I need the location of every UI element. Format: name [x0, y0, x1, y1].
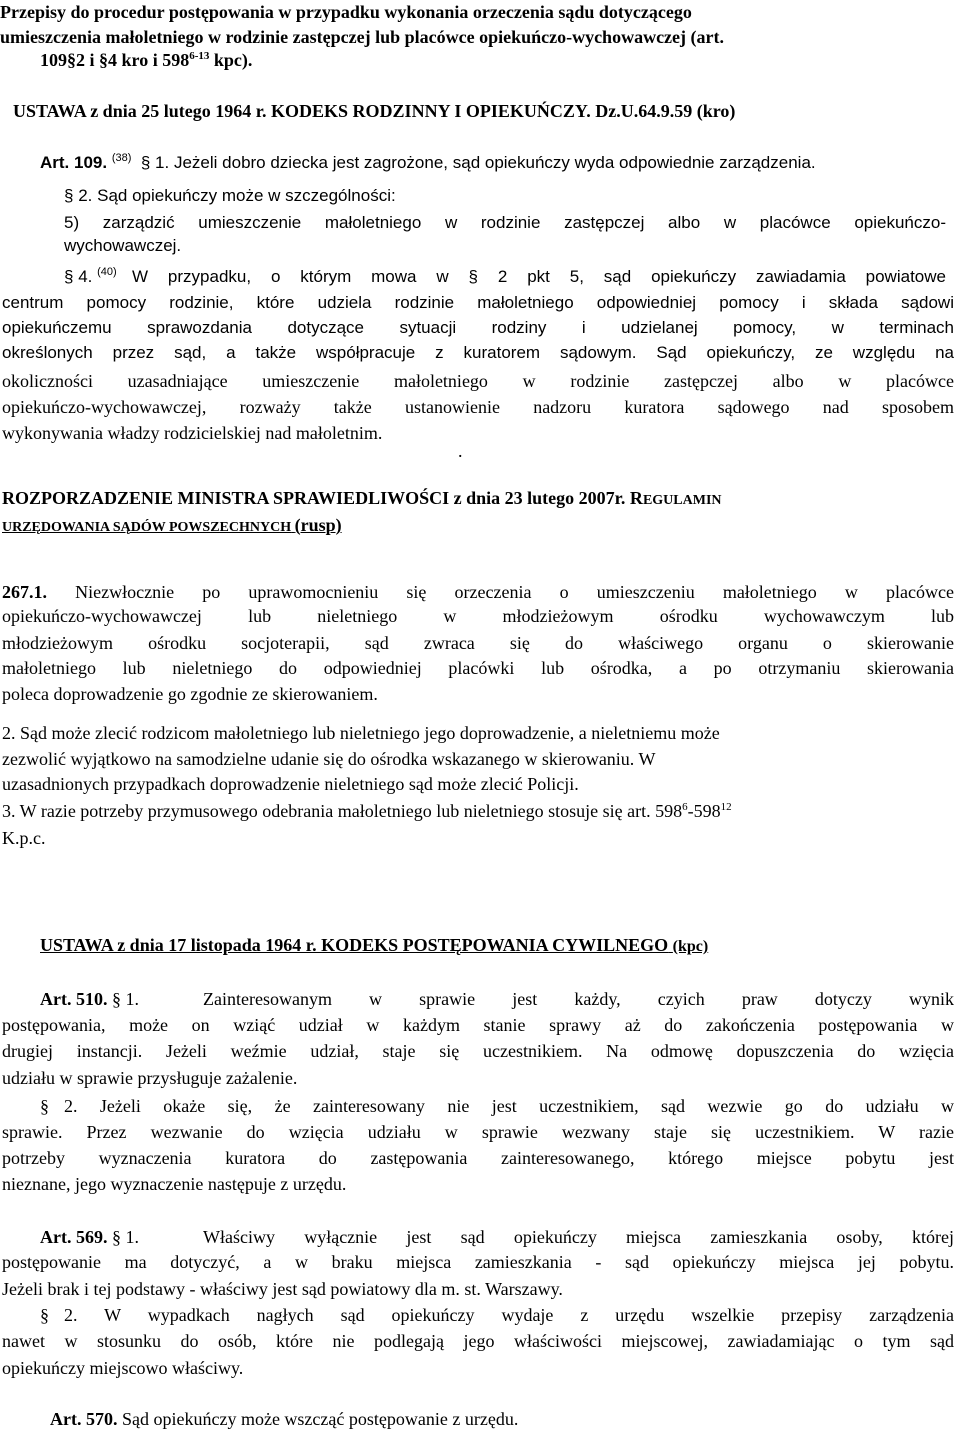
kpc-art-510-line-2: postępowania, może on wziąć udział w każdym stanie sprawy aż do zakończenia postępowania w	[2, 1015, 954, 1035]
kpc-art-569-line-1: Art. 569. § 1. Właściwy wyłącznie jest sąd opiekuńczy miejsca zamieszkania osoby, której	[40, 1227, 954, 1247]
article-number: Art. 109.	[40, 153, 108, 172]
kpc-art-510-p2-line-2: sprawie. Przez wezwanie do wzięcia udziału w sprawie wezwany staje się uczestnikiem. W razie	[2, 1122, 954, 1142]
kro-heading: USTAWA z dnia 25 lutego 1964 r. KODEKS RODZINNY I OPIEKUŃCZY. Dz.U.64.9.59 (kro)	[13, 101, 736, 121]
kro-p4-line-6: opiekuńczo-wychowawczej, rozważy także ustanowienie nadzoru kuratora sądowego nad sposobem	[2, 397, 954, 417]
rusp-267-line-4: małoletniego lub nieletniego do odpowiedniej placówki lub ośrodka, a po otrzymaniu skierowania	[2, 658, 954, 678]
article-number: Art. 569.	[40, 1227, 108, 1247]
section-sign-icon: §	[140, 153, 151, 172]
kpc-art-510-p2-line-3: potrzeby wyznaczenia kuratora do zastępowania zainteresowanego, którego miejsce pobytu jest	[2, 1148, 954, 1168]
section-sign-icon: §	[111, 1227, 121, 1247]
kpc-art-569-p2-line-2: nawet w stosunku do osób, które nie podlegają jego właściwości miejscowej, zawiadamiając o tym sąd	[2, 1331, 954, 1351]
article-number: Art. 510.	[40, 989, 108, 1009]
kpc-art-510-line-4: udziału w sprawie przysługuje zażalenie.	[2, 1068, 298, 1088]
stray-dot: .	[458, 441, 463, 461]
kpc-art-510-line-1: Art. 510. § 1. Zainteresowanym w sprawie jest każdy, czyich praw dotyczy wynik	[40, 989, 954, 1009]
kpc-art-510-p2-line-4: nieznane, jego wyznaczenie następuje z urzędu.	[2, 1174, 347, 1194]
article-number: Art. 570.	[50, 1409, 118, 1429]
rusp-3-line-1: 3. W razie potrzeby przymusowego odebrania małoletniego lub nieletniego stosuje się art. $598^6-598^{12}$	[2, 801, 732, 821]
rusp-2-line-3: uzasadnionych przypadkach doprowadzenie nieletniego sąd może zlecić Policji.	[2, 774, 579, 794]
kpc-art-569-p2-line-1: § 2. W wypadkach nagłych sąd opiekuńczy wydaje z urzędu wszelkie przepisy zarządzenia	[40, 1305, 955, 1325]
kpc-art-510-p2-line-1: § 2. Jeżeli okaże się, że zainteresowany nie jest uczestnikiem, sąd wezwie go do udziału w	[40, 1096, 954, 1116]
doc-title-line-3: 109§2 i §4 kro i 598$^{6-13}$ kpc).	[40, 50, 253, 70]
section-sign-icon: §	[40, 1305, 49, 1325]
kpc-heading: USTAWA z dnia 17 listopada 1964 r. KODEKS POSTĘPOWANIA CYWILNEGO (kpc)	[40, 935, 709, 955]
kpc-art-569-line-2: postępowanie ma dotyczyć, a w braku miejsca zamieszkania - sąd opiekuńczy miejsca jej pobytu.	[2, 1252, 954, 1272]
kro-p4-line-2: centrum pomocy rodzinie, które udziela rodzinie małoletniego odpowiedniej pomocy i składa sądowi	[2, 293, 954, 312]
section-sign-icon: §	[40, 1096, 49, 1116]
kro-p4-line-5: okoliczności uzasadniające umieszczenie małoletniego w rodzinie zastępczej albo w placówce	[2, 371, 954, 391]
kpc-art-569-line-3: Jeżeli brak i tej podstawy - właściwy jest sąd powiatowy dla m. st. Warszawy.	[2, 1279, 563, 1299]
kro-p2-item-5: 5) zarządzić umieszczenie małoletniego w rodzinie zastępczej albo w placówce opiekuńczo-	[64, 213, 946, 232]
kpc-art-570: Art. 570. Sąd opiekuńczy może wszcząć postępowanie z urzędu.	[50, 1409, 519, 1429]
section-sign-icon: §	[64, 267, 74, 286]
title-art-109: 109	[40, 50, 67, 70]
rusp-267-line-1: 267.1. Niezwłocznie po uprawomocnieniu się orzeczenia o umieszczeniu małoletniego w placówce	[2, 582, 954, 602]
rusp-2-line-1: 2. Sąd może zlecić rodzicom małoletniego lub nieletniego jego doprowadzenie, a nieletniemu może	[2, 723, 720, 743]
section-sign-icon: §	[468, 267, 478, 286]
kro-p4-line-7: wykonywania władzy rodzicielskiej nad małoletnim.	[2, 423, 383, 443]
kro-p1-text: Jeżeli dobro dziecka jest zagrożone, sąd opiekuńczy wyda odpowiednie zarządzenia.	[173, 153, 816, 172]
rusp-2-line-2: zezwolić wyjątkowo na samodzielne udanie się do ośrodka wskazanego w skierowaniu. W	[2, 749, 656, 769]
rusp-267-line-5: poleca doprowadzenie go zgodnie ze skierowaniem.	[2, 684, 378, 704]
kro-p4-line-1: § 4. $^{(40)}$ W przypadku, o którym mowa w § 2 pkt 5, sąd opiekuńczy zawiadamia powiatowe	[64, 266, 946, 286]
section-number: 267.1.	[2, 582, 47, 602]
rusp-heading-line-2: URZĘDOWANIA SĄDÓW POWSZECHNYCH (rusp)	[2, 515, 342, 535]
doc-title-line-2: umieszczenia małoletniego w rodzinie zastępczej lub placówce opiekuńczo-wychowawczej (art.	[0, 27, 725, 47]
rusp-heading-line-1: ROZPORZADZENIE MINISTRA SPRAWIEDLIWOŚCI z dnia 23 lutego 2007r. REGULAMIN	[2, 488, 722, 508]
doc-title-line-1: Przepisy do procedur postępowania w przypadku wykonania orzeczenia sądu dotyczącego	[0, 2, 692, 22]
section-sign-icon: §	[64, 186, 74, 205]
rusp-267-line-3: młodzieżowym ośrodku socjoterapii, sąd zwraca się do właściwego organu o skierowanie	[2, 633, 954, 653]
section-sign-icon: §	[99, 50, 109, 70]
kro-p4-line-3: opiekuńczemu sprawozdania dotyczące sytuacji rodziny i udzielanej pomocy, w terminach	[2, 318, 954, 337]
kro-p2: § 2. Sąd opiekuńczy może w szczególności:	[64, 186, 396, 205]
kro-art-109-p1: Art. 109. $^{(38)}$ § 1. Jeżeli dobro dziecka jest zagrożone, sąd opiekuńczy wyda odpowiednie zarządzenia.	[40, 152, 816, 172]
kro-p2-item-5-cont: wychowawczej.	[64, 236, 182, 255]
kpc-art-510-line-3: drugiej instancji. Jeżeli weźmie udział, staje się uczestnikiem. Na odmowę dopuszczenia do wzięcia	[2, 1041, 954, 1061]
rusp-3-line-2: K.p.c.	[2, 828, 46, 848]
kpc-art-569-p2-line-3: opiekuńczy miejscowo właściwy.	[2, 1358, 244, 1378]
rusp-267-line-2: opiekuńczo-wychowawczej lub nieletniego w młodzieżowym ośrodku wychowawczym lub	[2, 606, 954, 626]
section-sign-icon: §	[67, 50, 76, 70]
section-sign-icon: §	[111, 989, 121, 1009]
kro-p4-line-4: określonych przez sąd, a także współpracuje z kuratorem sądowym. Sąd opiekuńczy, ze względu na	[2, 343, 954, 362]
